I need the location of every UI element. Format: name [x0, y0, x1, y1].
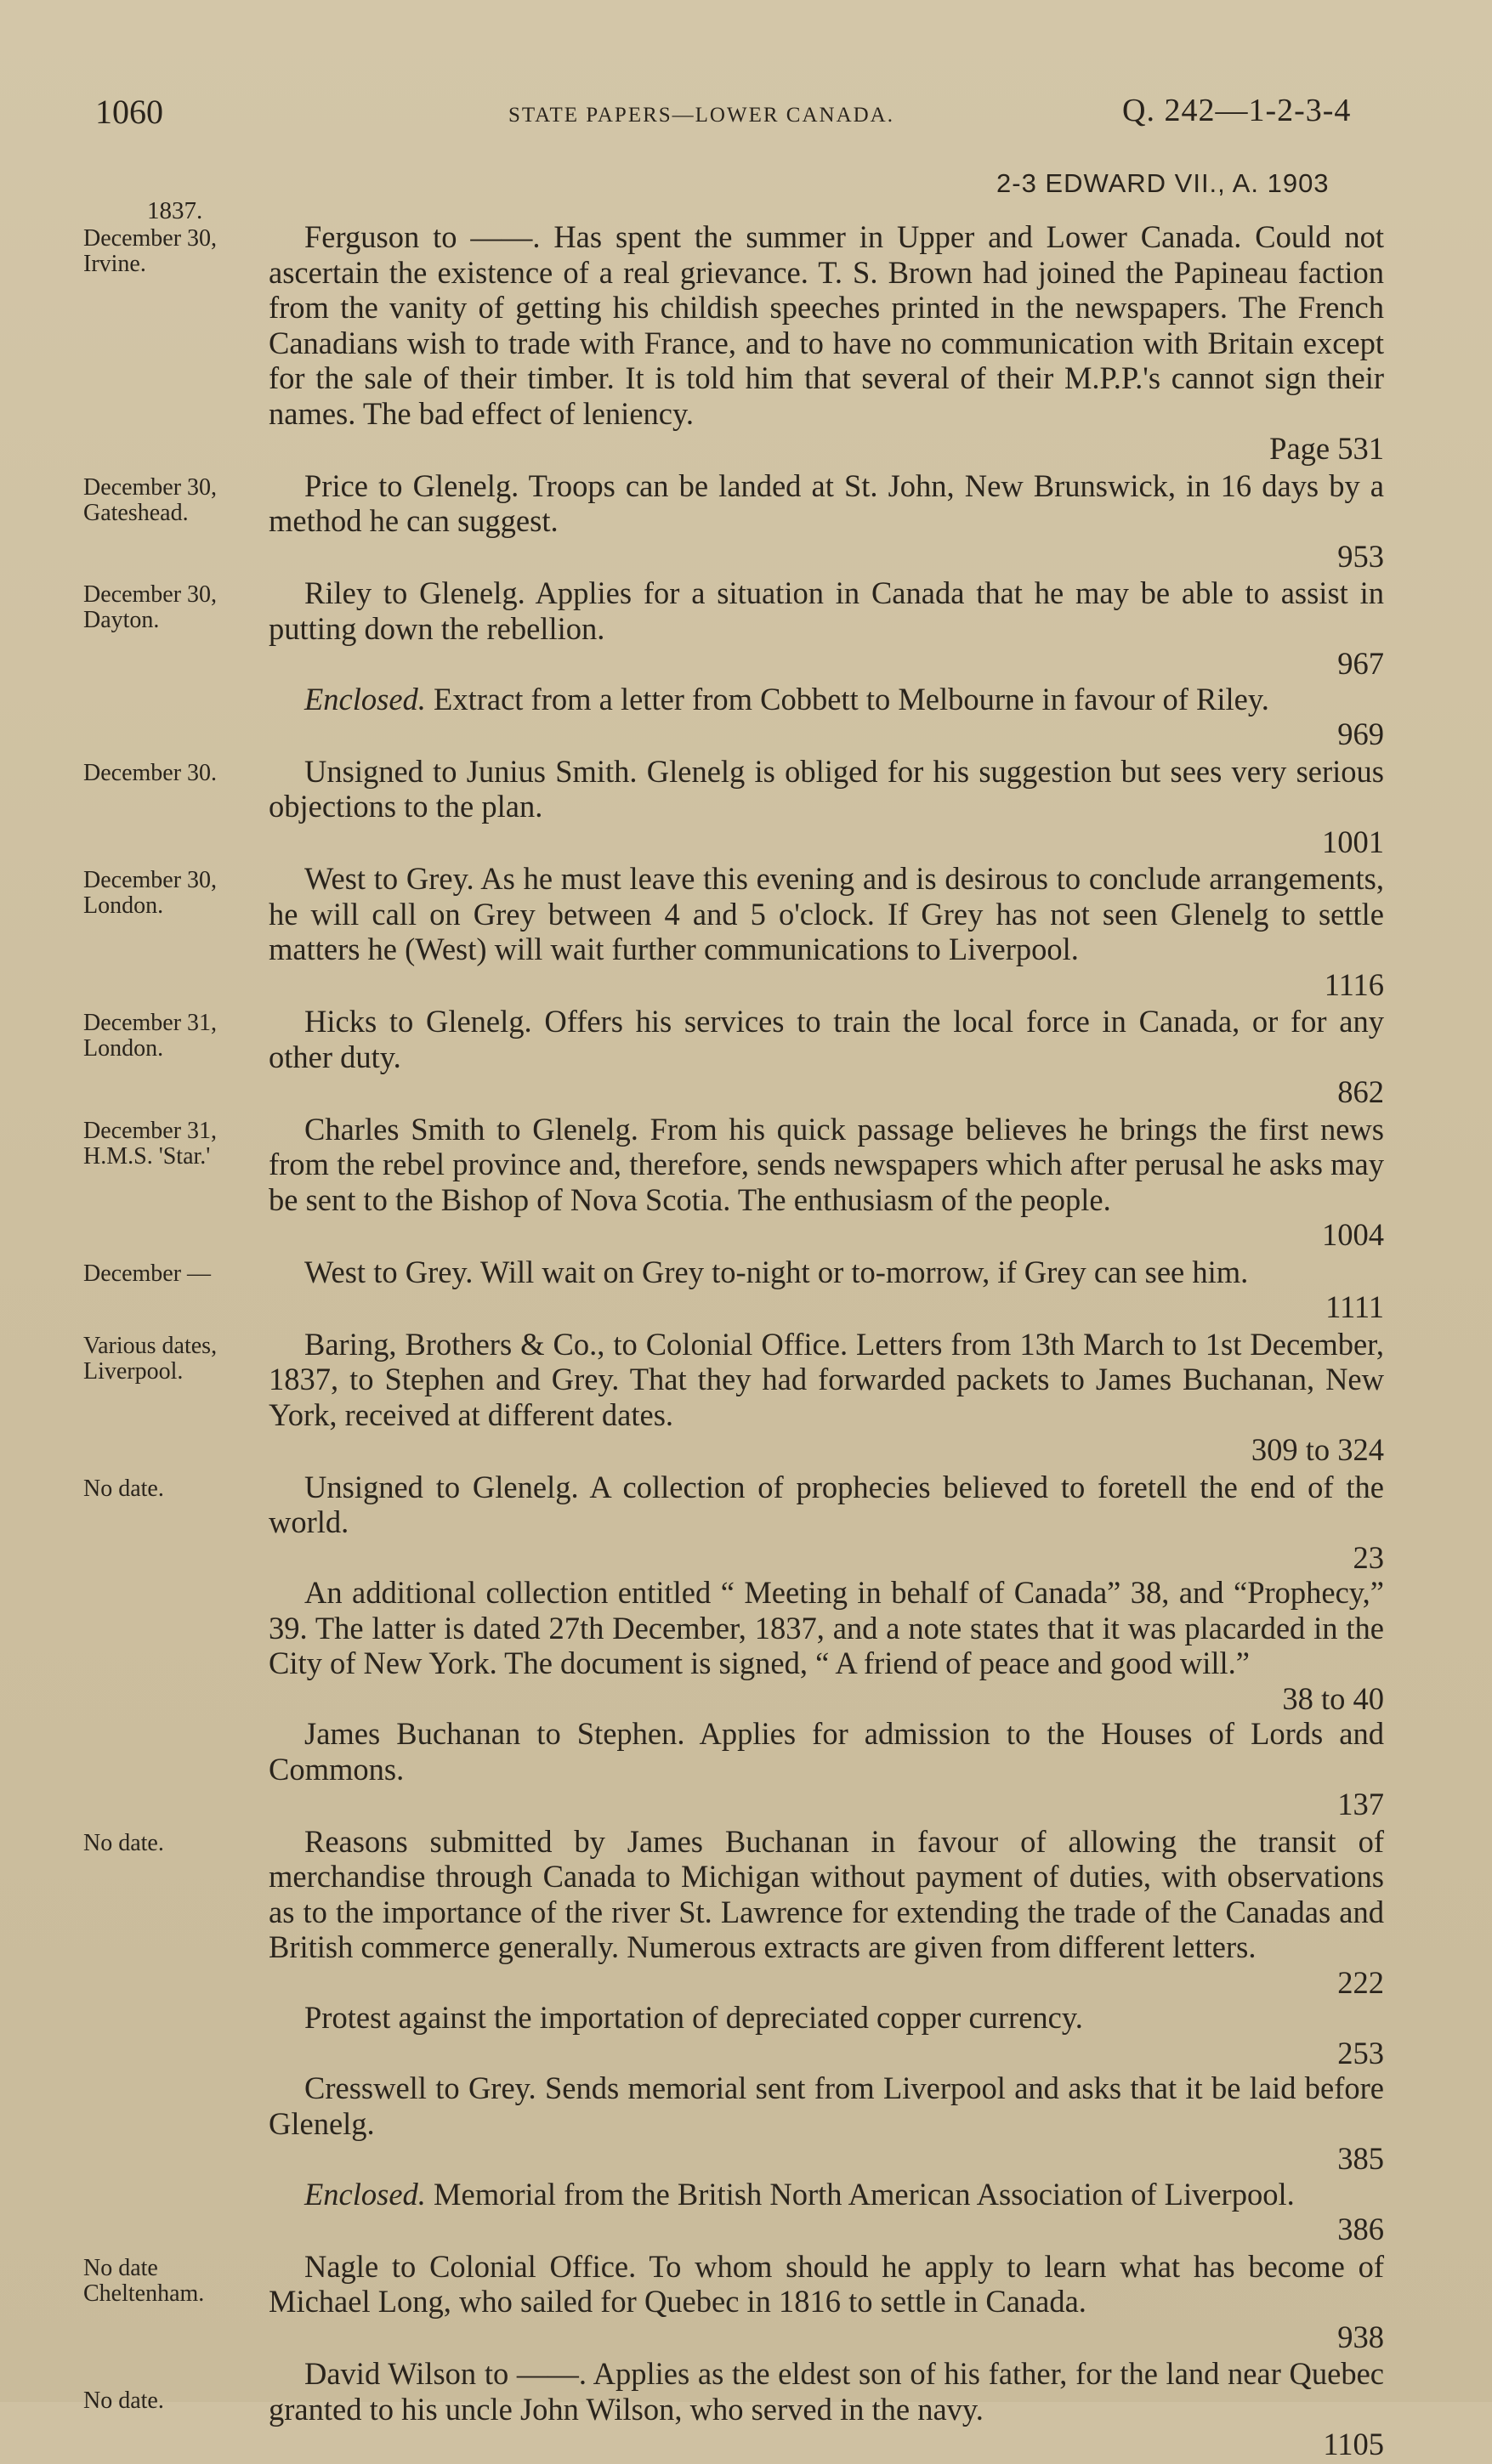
- entry-body: [269, 1824, 1384, 2247]
- entry-page-ref: 222: [1337, 1964, 1384, 2000]
- entry-text: Price to Glenelg. Troops can be landed at St. John, New Brunswick, in 16 days by a method he can suggest.: [269, 467, 1384, 538]
- entry-page-ref: 1004: [1322, 1217, 1384, 1252]
- enclosure-page-ref: 969: [1337, 717, 1384, 751]
- entry-body: [269, 861, 1384, 1002]
- enclosure-text: [269, 682, 1384, 717]
- entry-body: [269, 1004, 1384, 1110]
- calendar-entry: [83, 1824, 1384, 2247]
- calendar-entry: [83, 1255, 1384, 1325]
- entry-date-place: No date.: [83, 1475, 164, 1502]
- entry-date-place: December 30.: [83, 759, 218, 786]
- calendar-entry: [83, 1470, 1384, 1822]
- entry-page-ref: 1105: [1323, 2427, 1384, 2461]
- enclosure-text: [269, 2177, 1384, 2212]
- entry-page-ref: 1111: [1325, 1289, 1384, 1324]
- entry-text: West to Grey. Will wait on Grey to-night or to-morrow, if Grey can see him.: [304, 1254, 1249, 1289]
- entry-sub-text: Protest against the importation of depreciated copper currency.: [304, 2000, 1083, 2035]
- entry-date-place: December 31, H.M.S. 'Star.': [83, 1117, 218, 1170]
- year-label: 1837.: [147, 197, 203, 224]
- entry-sub-text: James Buchanan to Stephen. Applies for admission to the Houses of Lords and Commons.: [269, 1716, 1384, 1787]
- entry-date-place: December 30, Gateshead.: [83, 473, 218, 526]
- entry-page-ref: 1116: [1324, 966, 1384, 1002]
- enclosure-description: Memorial from the British North American Association of Liverpool.: [434, 2176, 1295, 2212]
- entry-text: Charles Smith to Glenelg. From his quick passage believes he brings the first news from the rebel province and, therefore, sends newspapers which after perusal he asks may be sent to the Bishop of Nova Scotia. The enthusiasm of the people.: [269, 1111, 1384, 1217]
- entry-sub-page-ref: 38 to 40: [1282, 1680, 1384, 1716]
- entry-page-ref: 967: [1337, 646, 1384, 681]
- entry-date-place: December 31, London.: [83, 1010, 218, 1062]
- calendar-entry: [83, 2356, 1384, 2462]
- entry-body: [269, 1470, 1384, 1822]
- entry-body: [269, 1112, 1384, 1253]
- entry-text: Reasons submitted by James Buchanan in favour of allowing the transit of merchandise through Canada to Michigan without payment of duties, with observations as to the importance of the river St. Lawrence for extending the trade of the Canadas and British commerce generally. Numerous extracts are given from different letters.: [269, 1823, 1384, 1964]
- entry-text: Unsigned to Junius Smith. Glenelg is obliged for his suggestion but sees very serious objections to the plan.: [269, 753, 1384, 824]
- entry-page-ref: 953: [1337, 538, 1384, 574]
- calendar-entry: [83, 1327, 1384, 1468]
- entry-page-ref: Page 531: [1269, 431, 1384, 466]
- entry-body: [269, 575, 1384, 752]
- calendar-entry: [83, 575, 1384, 752]
- entry-page-ref: 938: [1337, 2319, 1384, 2354]
- entry-text: West to Grey. As he must leave this evening and is desirous to conclude arrangements, he will call on Grey between 4 and 5 o'clock. If Grey has not seen Glenelg to settle matters he (West) will wait further communications to Liverpool.: [269, 861, 1384, 966]
- entry-sub-page-ref: 253: [1337, 2035, 1384, 2070]
- entry-page-ref: 862: [1337, 1074, 1384, 1109]
- calendar-entry: [83, 754, 1384, 860]
- entry-body: [269, 219, 1384, 467]
- entry-date-place: No date.: [83, 2388, 164, 2414]
- entry-text: Baring, Brothers & Co., to Colonial Office. Letters from 13th March to 1st December, 1837, to Stephen and Grey. That they had forwarded packets to James Buchanan, New York, received at different dates.: [269, 1326, 1384, 1432]
- entry-date-place: December 30, London.: [83, 867, 218, 919]
- entry-sub-text: An additional collection entitled “ Meeting in behalf of Canada” 38, and “Prophecy,” 39. The latter is dated 27th December, 1837, and a note states that it was placarded in the City of New York. The document is signed, “ A friend of peace and good will.”: [269, 1575, 1384, 1680]
- calendar-entry: [83, 219, 1384, 467]
- entry-body: [269, 1327, 1384, 1468]
- entry-body: [269, 2356, 1384, 2462]
- entry-sub-page-ref: 137: [1337, 1787, 1384, 1821]
- entry-text: Nagle to Colonial Office. To whom should he apply to learn what has become of Michael Long, who sailed for Quebec in 1816 to settle in Canada.: [269, 2248, 1384, 2319]
- volume-reference: Q. 242—1-2-3-4: [1122, 93, 1352, 128]
- entry-page-ref: 23: [1353, 1539, 1384, 1575]
- calendar-entry: [83, 1004, 1384, 1110]
- entry-date-place: December —: [83, 1260, 212, 1287]
- calendar-entry: [83, 2249, 1384, 2355]
- entry-date-place: No date Cheltenham.: [83, 2254, 205, 2307]
- enclosure-label: Enclosed.: [304, 2176, 426, 2212]
- entry-body: [269, 2249, 1384, 2355]
- calendar-entry: [83, 861, 1384, 1002]
- calendar-entry: [83, 1112, 1384, 1253]
- entry-sub-page-ref: 385: [1337, 2141, 1384, 2176]
- entry-date-place: No date.: [83, 1829, 164, 1856]
- enclosure-label: Enclosed.: [304, 681, 426, 717]
- calendar-entry: [83, 468, 1384, 575]
- entry-body: [269, 1255, 1384, 1325]
- entry-body: [269, 754, 1384, 860]
- entry-date-place: Various dates, Liverpool.: [83, 1332, 218, 1385]
- enclosure-page-ref: 386: [1337, 2212, 1384, 2246]
- entry-text: David Wilson to ——. Applies as the eldest son of his father, for the land near Quebec granted to his uncle John Wilson, who served in the navy.: [269, 2356, 1384, 2427]
- entry-text: Ferguson to ——. Has spent the summer in Upper and Lower Canada. Could not ascertain the existence of a real grievance. T. S. Brown had joined the Papineau faction from the vanity of getting his childish speeches printed in the newspapers. The French Canadians wish to trade with France, and to have no communication with Britain except for the sale of their timber. It is told him that several of their M.P.P.'s cannot sign their names. The bad effect of leniency.: [269, 219, 1384, 431]
- running-title: STATE PAPERS—LOWER CANADA.: [508, 104, 894, 127]
- entry-date-place: December 30, Irvine.: [83, 225, 218, 277]
- session-label: 2-3 EDWARD VII., A. 1903: [996, 168, 1330, 198]
- enclosure-description: Extract from a letter from Cobbett to Melbourne in favour of Riley.: [434, 681, 1269, 717]
- entry-text: Riley to Glenelg. Applies for a situation in Canada that he may be able to assist in putting down the rebellion.: [269, 575, 1384, 646]
- page-number: 1060: [95, 93, 163, 131]
- entry-text: Hicks to Glenelg. Offers his services to train the local force in Canada, or for any other duty.: [269, 1004, 1384, 1074]
- calendar-entries: [83, 219, 1384, 2464]
- entry-text: Unsigned to Glenelg. A collection of prophecies believed to foretell the end of the world.: [269, 1469, 1384, 1539]
- entry-page-ref: 1001: [1322, 824, 1384, 859]
- entry-page-ref: 309 to 324: [1251, 1432, 1384, 1467]
- entry-date-place: December 30, Dayton.: [83, 581, 218, 633]
- entry-sub-text: Cresswell to Grey. Sends memorial sent from Liverpool and asks that it be laid before Glenelg.: [269, 2070, 1384, 2141]
- entry-body: [269, 468, 1384, 575]
